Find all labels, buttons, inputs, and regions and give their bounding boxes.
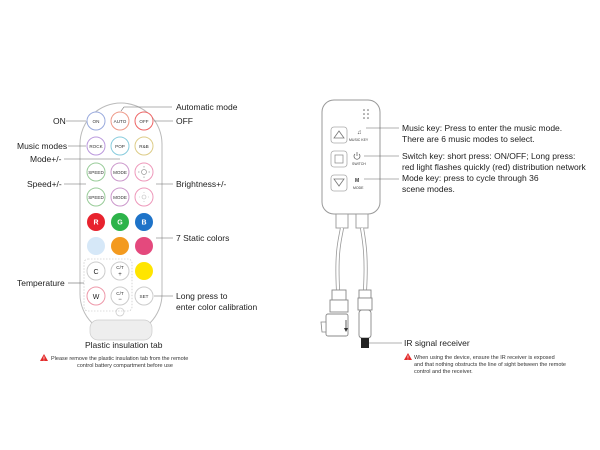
ir-receiver-tip <box>361 338 369 348</box>
ct-down-label: C/T <box>116 291 124 296</box>
minus-icon: − <box>118 297 122 303</box>
mode-key-caption: MODE <box>353 186 364 190</box>
music-modes-label: Music modes <box>17 141 68 151</box>
long-press-label-2: enter color calibration <box>176 302 258 312</box>
connector-left-top <box>332 290 346 300</box>
music-key-desc-1: Music key: Press to enter the music mode. <box>402 123 563 133</box>
controller-warning-line-3: control and the receiver. <box>414 369 473 375</box>
plus-icon: + <box>118 272 122 278</box>
on-button-label: ON <box>92 119 100 124</box>
yellow-color-button[interactable] <box>135 262 153 280</box>
controller-device <box>321 100 380 348</box>
red-button-label: R <box>93 219 99 227</box>
insulation-tab <box>90 320 152 340</box>
switch-key-desc-2: red light flashes quickly (red) distribution network <box>402 162 586 172</box>
mode-key-desc-2: scene modes. <box>402 184 455 194</box>
blue-button-label: B <box>141 219 147 227</box>
switch-key-button[interactable] <box>331 151 347 167</box>
off-label: OFF <box>176 116 193 126</box>
pop-button-label: POP <box>115 144 125 149</box>
speed-pm-label: Speed+/- <box>27 179 62 189</box>
rb-button-label: R&B <box>139 144 149 149</box>
set-button-label: SET <box>139 294 149 299</box>
connector-left-plug <box>326 314 348 336</box>
remote-warning-line-2: control battery compartment before use <box>77 363 173 369</box>
mode-pm-label: Mode+/- <box>30 154 62 164</box>
cable-boot-left <box>336 214 348 228</box>
mode-key-desc-1: Mode key: press to cycle through 36 <box>402 173 539 183</box>
warning-icon <box>40 354 48 363</box>
ir-receiver-housing <box>359 310 371 338</box>
brightness-pm-label: Brightness+/- <box>176 179 227 189</box>
auto-button-label: AUTO <box>113 119 127 124</box>
rock-button-label: ROCK <box>89 144 103 149</box>
connector-right-top <box>359 290 371 298</box>
long-press-label-1: Long press to <box>176 291 228 301</box>
green-button-label: G <box>117 219 123 227</box>
speed-down-label: SPEED <box>88 195 104 200</box>
ir-receiver-label: IR signal receiver <box>404 338 470 348</box>
svg-text:!: ! <box>407 355 409 362</box>
remote-control <box>80 103 162 340</box>
insulation-tab-label: Plastic insulation tab <box>85 340 163 350</box>
mode-m-icon: M <box>355 178 360 184</box>
ct-up-label: C/T <box>116 265 124 270</box>
remote-warning-line-1: Please remove the plastic insulation tab from the remote <box>51 356 189 362</box>
brightness-down-button[interactable] <box>135 188 153 206</box>
music-key-button[interactable] <box>331 127 347 143</box>
orange-color-button[interactable] <box>111 237 129 255</box>
brightness-up-button[interactable] <box>135 163 153 181</box>
cable-boot-right <box>356 214 368 228</box>
music-key-desc-2: There are 6 music modes to select. <box>402 134 535 144</box>
music-key-caption: MUSIC KEY <box>349 138 369 142</box>
c-button-label: C <box>93 269 99 276</box>
off-button-label: OFF <box>139 119 149 124</box>
music-note-icon: ♫ <box>357 130 362 136</box>
mode-up-label: MODE <box>113 170 127 175</box>
mode-down-label: MODE <box>113 195 127 200</box>
on-label: ON <box>53 116 66 126</box>
switch-key-desc-1: Switch key: short press: ON/OFF; Long press: <box>402 151 576 161</box>
speed-up-label: SPEED <box>88 170 104 175</box>
light-blue-color-button[interactable] <box>87 237 105 255</box>
mode-key-button[interactable] <box>331 175 347 191</box>
svg-text:!: ! <box>43 356 45 363</box>
static-colors-label: 7 Static colors <box>176 233 230 243</box>
controller-warning-line-1: When using the device, ensure the IR receiver is exposed <box>414 355 555 361</box>
connector-right-body <box>358 298 372 310</box>
w-button-label: W <box>92 294 100 301</box>
warning-icon-controller <box>404 353 412 362</box>
automatic-mode-label: Automatic mode <box>176 102 238 112</box>
temperature-label: Temperature <box>17 278 65 288</box>
connector-left-body <box>330 300 348 312</box>
switch-key-caption: SWITCH <box>352 162 366 166</box>
pink-color-button[interactable] <box>135 237 153 255</box>
controller-warning-line-2: and that nothing obstructs the line of sight between the remote <box>414 362 566 368</box>
